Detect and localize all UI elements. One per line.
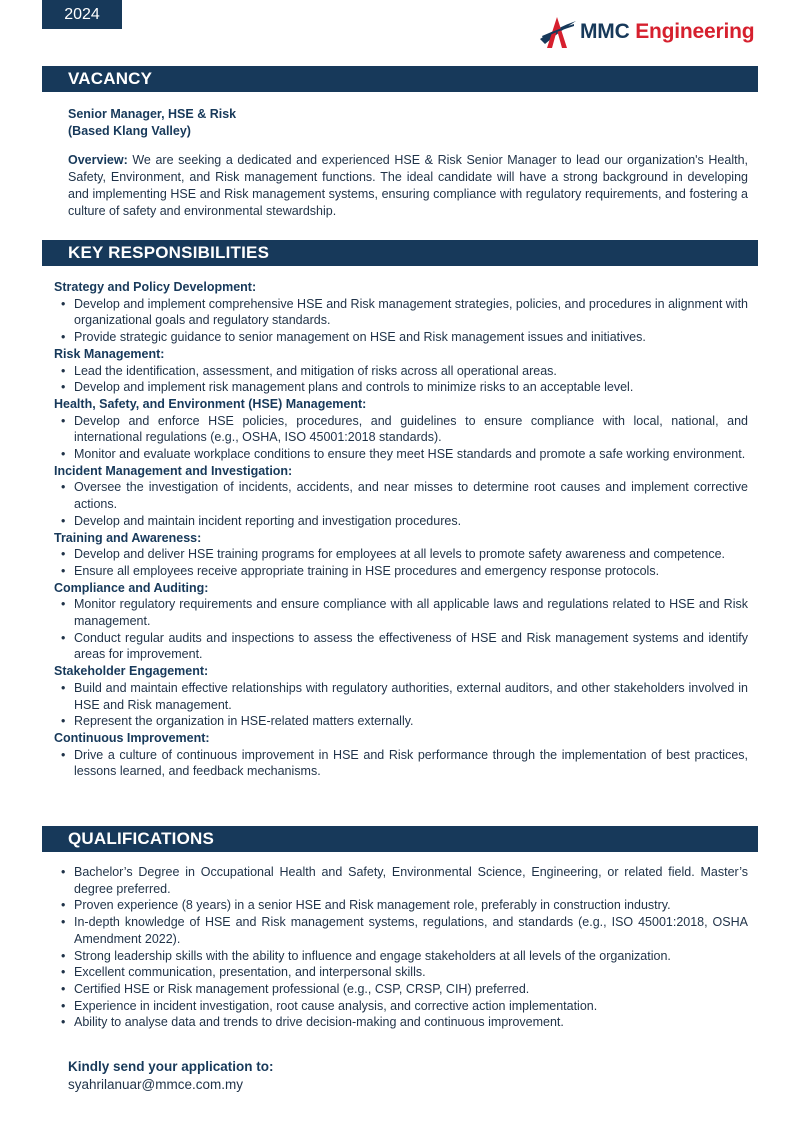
list-item: • Develop and implement comprehensive HSE and Risk management strategies, policies, and procedures in alignment with organizational goals and regulatory standards. bbox=[54, 296, 748, 329]
list-item: • Excellent communication, presentation, and interpersonal skills. bbox=[54, 964, 748, 981]
overview-paragraph bbox=[68, 152, 748, 220]
resp-heading: Health, Safety, and Environment (HSE) Management: bbox=[54, 396, 367, 411]
qualifications-list bbox=[54, 864, 748, 1031]
company-logo bbox=[538, 14, 754, 50]
resp-heading: Stakeholder Engagement: bbox=[54, 664, 209, 679]
resp-heading: Strategy and Policy Development: bbox=[54, 280, 257, 294]
list-item: • Drive a culture of continuous improvement in HSE and Risk performance through the implementation of best practices, lessons learned, and feedback mechanisms. bbox=[54, 747, 748, 780]
overview-label: Overview: bbox=[68, 153, 128, 167]
logo-suffix: Engineering bbox=[629, 20, 755, 43]
overview-text: We are seeking a dedicated and experienced HSE & Risk Senior Manager to lead our organization's Health, Safety, Environment, and Risk management functions. The ideal candidate will have a strong background in developing and implementing HSE and Risk management systems, ensuring compliance with regulatory requirements, and fostering a culture of safety and environmental stewardship. bbox=[68, 153, 748, 218]
list-item: • Monitor regulatory requirements and ensure compliance with all applicable laws and regulations related to HSE and Risk management. bbox=[54, 596, 748, 629]
resp-group bbox=[54, 279, 748, 346]
resp-heading: Risk Management: bbox=[54, 346, 165, 361]
list-item: • Develop and deliver HSE training programs for employees at all levels to promote safety awareness and competence. bbox=[54, 546, 748, 563]
apply-label: Kindly send your application to: bbox=[68, 1059, 274, 1074]
section-header-responsibilities: KEY RESPONSIBILITIES bbox=[42, 240, 758, 266]
list-item: • Monitor and evaluate workplace conditions to ensure they meet HSE standards and promote a safe working environment. bbox=[54, 446, 748, 463]
list-item: • Oversee the investigation of incidents, accidents, and near misses to determine root causes and implement corrective actions. bbox=[54, 479, 748, 512]
resp-heading: Compliance and Auditing: bbox=[54, 580, 209, 595]
job-title-block bbox=[68, 106, 236, 140]
application-block bbox=[68, 1058, 274, 1094]
list-item: • Develop and enforce HSE policies, procedures, and guidelines to ensure compliance with local, national, and international regulations (e.g., OSHA, ISO 45001:2018 standards). bbox=[54, 413, 748, 446]
resp-group bbox=[54, 730, 748, 780]
resp-group bbox=[54, 663, 748, 730]
list-item: • Develop and implement risk management plans and controls to minimize risks to an acceptable level. bbox=[54, 379, 748, 396]
responsibilities-list bbox=[54, 279, 748, 780]
list-item: • Represent the organization in HSE-related matters externally. bbox=[54, 713, 748, 730]
job-location: (Based Klang Valley) bbox=[68, 124, 191, 138]
job-title: Senior Manager, HSE & Risk bbox=[68, 107, 237, 121]
list-item: • In-depth knowledge of HSE and Risk management systems, regulations, and standards (e.g., ISO 45001:2018, OSHA Amendment 2022). bbox=[54, 914, 748, 947]
logo-brand: MMC bbox=[580, 20, 630, 43]
resp-group bbox=[54, 463, 748, 530]
apply-email[interactable]: syahrilanuar@mmce.com.my bbox=[68, 1077, 243, 1092]
list-item: • Certified HSE or Risk management professional (e.g., CSP, CRSP, CIH) preferred. bbox=[54, 981, 748, 998]
resp-group bbox=[54, 396, 748, 463]
list-item: • Proven experience (8 years) in a senior HSE and Risk management role, preferably in construction industry. bbox=[54, 897, 748, 914]
resp-heading: Incident Management and Investigation: bbox=[54, 463, 293, 478]
list-item: • Develop and maintain incident reporting and investigation procedures. bbox=[54, 513, 748, 530]
resp-heading: Continuous Improvement: bbox=[54, 730, 210, 745]
logo-mark-icon bbox=[538, 14, 578, 50]
list-item: • Strong leadership skills with the ability to influence and engage stakeholders at all levels of the organization. bbox=[54, 948, 748, 965]
logo-text bbox=[580, 20, 754, 44]
resp-group bbox=[54, 530, 748, 580]
list-item: • Experience in incident investigation, root cause analysis, and corrective action implementation. bbox=[54, 998, 748, 1015]
section-header-vacancy: VACANCY bbox=[42, 66, 758, 92]
list-item: • Provide strategic guidance to senior management on HSE and Risk management issues and initiatives. bbox=[54, 329, 748, 346]
list-item: • Ensure all employees receive appropriate training in HSE procedures and emergency response protocols. bbox=[54, 563, 748, 580]
resp-heading: Training and Awareness: bbox=[54, 530, 202, 545]
resp-group bbox=[54, 346, 748, 396]
list-item: • Conduct regular audits and inspections to assess the effectiveness of HSE and Risk management systems and identify areas for improvement. bbox=[54, 630, 748, 663]
year-badge: 2024 bbox=[42, 0, 122, 29]
list-item: • Build and maintain effective relationships with regulatory authorities, external auditors, and other stakeholders involved in HSE and Risk management. bbox=[54, 680, 748, 713]
list-item: • Lead the identification, assessment, and mitigation of risks across all operational areas. bbox=[54, 363, 748, 380]
list-item: • Ability to analyse data and trends to drive decision-making and continuous improvement. bbox=[54, 1014, 748, 1031]
section-header-qualifications: QUALIFICATIONS bbox=[42, 826, 758, 852]
list-item: • Bachelor’s Degree in Occupational Health and Safety, Environmental Science, Engineering, or related field. Master’s degree preferred. bbox=[54, 864, 748, 897]
resp-group bbox=[54, 580, 748, 664]
